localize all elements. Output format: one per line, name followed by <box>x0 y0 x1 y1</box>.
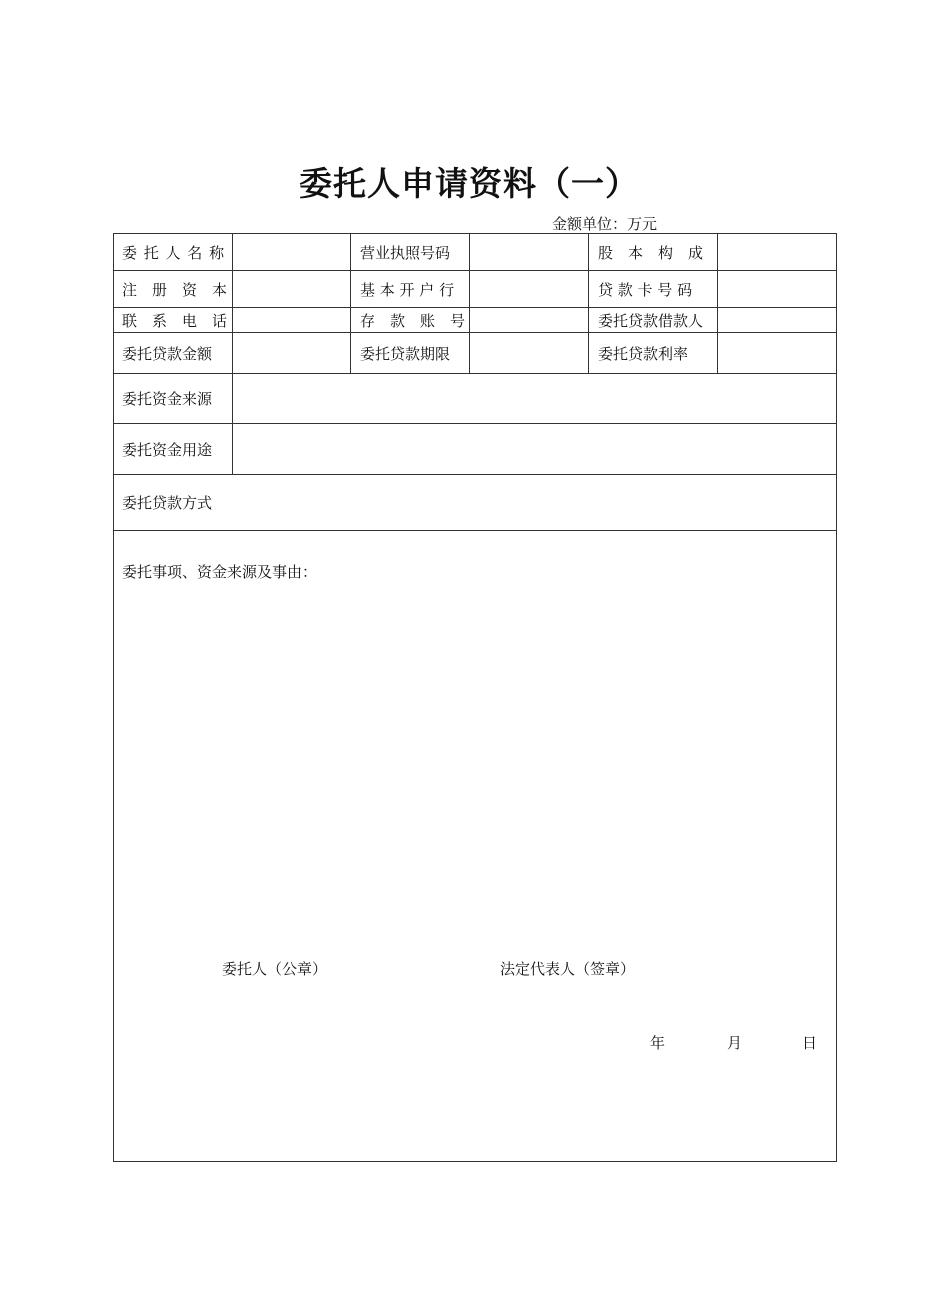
label-text: 委托贷款利率 <box>598 344 689 363</box>
label-fund-source <box>122 374 232 423</box>
label-text: 委 托 人 名 称 <box>122 243 226 262</box>
value-equity-structure[interactable] <box>718 234 836 270</box>
value-principal-name[interactable] <box>233 234 350 270</box>
label-text: 委托贷款借款人 <box>598 311 704 330</box>
label-loan-amount <box>122 333 232 373</box>
label-deposit-account <box>360 308 466 332</box>
label-text: 营业执照号码 <box>360 243 451 262</box>
label-business-license-no <box>360 234 462 270</box>
value-borrower[interactable] <box>718 308 836 332</box>
value-loan-amount[interactable] <box>233 333 350 373</box>
value-business-license-no[interactable] <box>470 234 588 270</box>
label-text: 存 款 账 号 <box>360 311 466 330</box>
label-text: 委托贷款方式 <box>122 494 213 512</box>
value-fund-source[interactable] <box>233 374 836 423</box>
label-text: 联 系 电 话 <box>122 311 228 330</box>
label-contact-phone <box>122 308 228 332</box>
label-text: 基 本 开 户 行 <box>360 280 455 299</box>
label-fund-usage <box>122 424 232 474</box>
amount-unit-note: 金额单位：万元 <box>552 215 658 233</box>
label-text: 贷 款 卡 号 码 <box>598 280 693 299</box>
label-equity-structure <box>598 234 710 270</box>
label-text: 委托贷款金额 <box>122 344 213 363</box>
value-loan-card-no[interactable] <box>718 271 836 307</box>
label-matter: 委托事项、资金来源及事由： <box>122 563 318 581</box>
date-month: 月 <box>727 1034 743 1052</box>
value-fund-usage[interactable] <box>233 424 836 474</box>
legal-rep-sign-label: 法定代表人（签章） <box>500 960 636 978</box>
value-loan-rate[interactable] <box>718 333 836 373</box>
value-registered-capital[interactable] <box>233 271 350 307</box>
label-loan-rate <box>598 333 716 373</box>
label-registered-capital <box>122 271 228 307</box>
label-basic-account-bank <box>360 271 462 307</box>
value-deposit-account[interactable] <box>470 308 588 332</box>
label-borrower <box>598 308 716 332</box>
label-text: 委托资金用途 <box>122 440 213 459</box>
principal-seal-label: 委托人（公章） <box>222 960 328 978</box>
application-form <box>113 233 837 1162</box>
label-text: 注 册 资 本 <box>122 280 228 299</box>
value-loan-term[interactable] <box>470 333 588 373</box>
label-loan-card-no <box>598 271 710 307</box>
label-text: 委托资金来源 <box>122 390 213 408</box>
label-text: 委托贷款期限 <box>360 344 451 363</box>
value-contact-phone[interactable] <box>233 308 350 332</box>
label-text: 股 本 构 成 <box>598 243 704 262</box>
value-basic-account-bank[interactable] <box>470 271 588 307</box>
page-title: 委托人申请资料（一） <box>299 164 639 203</box>
label-loan-term <box>360 333 468 373</box>
date-year: 年 <box>650 1034 666 1052</box>
date-day: 日 <box>802 1034 818 1052</box>
label-loan-method <box>122 475 322 530</box>
label-principal-name <box>122 234 224 270</box>
